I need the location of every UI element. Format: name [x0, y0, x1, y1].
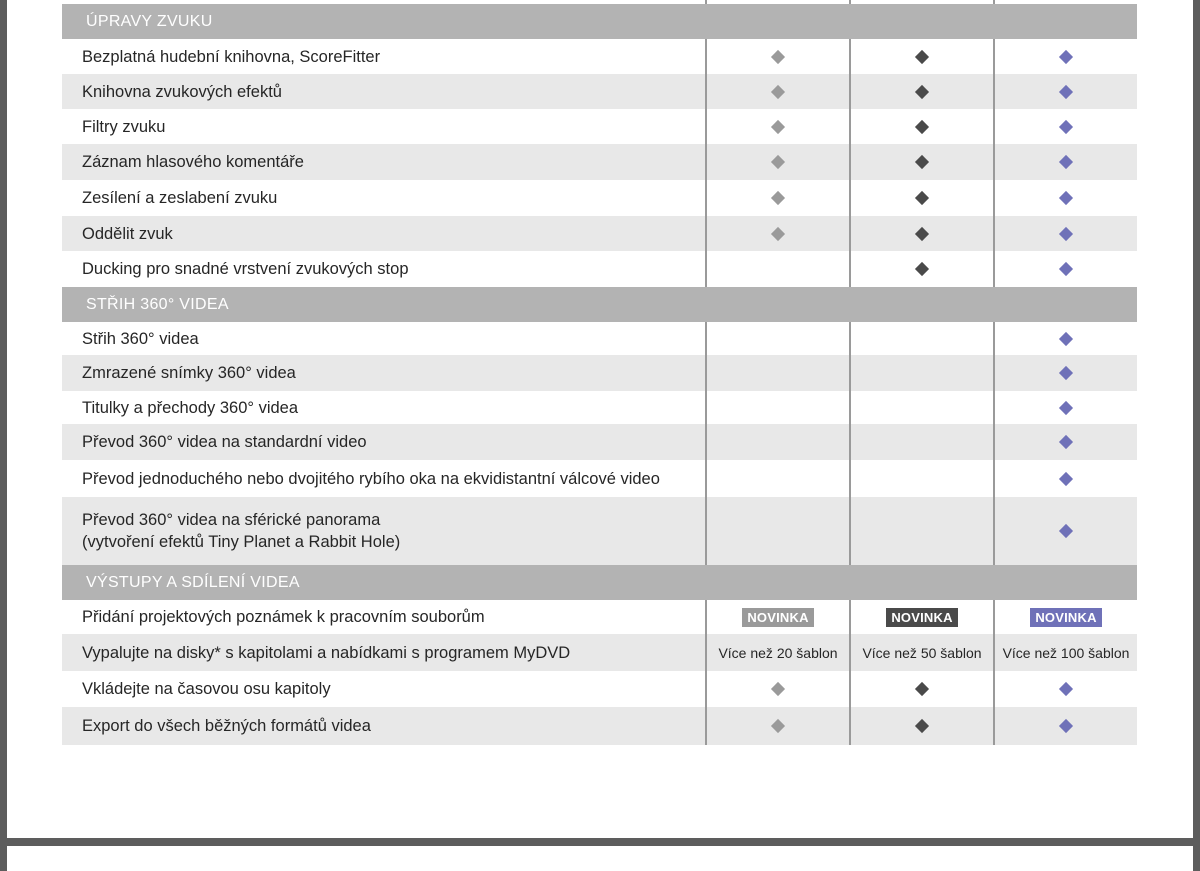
edition-cell: [850, 600, 994, 634]
page-border-right: [1193, 0, 1200, 838]
edition-cell: [706, 109, 850, 144]
edition-cell: [850, 634, 994, 671]
column-divider: [849, 39, 851, 287]
feature-label: Převod jednoduchého nebo dvojitého rybího oka na ekvidistantní válcové video: [82, 469, 660, 488]
section-title: VÝSTUPY A SDÍLENÍ VIDEA: [86, 573, 300, 591]
next-page: [7, 846, 1193, 871]
edition-cell: [706, 707, 850, 745]
diamond-check-icon: [771, 155, 785, 169]
edition-cell: [850, 322, 994, 355]
feature-label-line: (vytvoření efektů Tiny Planet a Rabbit Hole): [82, 533, 401, 551]
edition-cell: [994, 39, 1138, 74]
edition-cell: [850, 671, 994, 707]
feature-label: Ducking pro snadné vrstvení zvukových stop: [82, 260, 409, 278]
edition-cell: [706, 497, 850, 565]
column-divider: [993, 322, 995, 565]
diamond-check-icon: [771, 119, 785, 133]
diamond-check-icon: [771, 682, 785, 696]
feature-label: Zesílení a zeslabení zvuku: [82, 189, 278, 207]
edition-cell: [850, 251, 994, 287]
edition-cell: [994, 109, 1138, 144]
edition-cell: [994, 497, 1138, 565]
feature-label: Oddělit zvuk: [82, 224, 173, 243]
table-row: [62, 39, 1137, 74]
feature-label: Export do všech běžných formátů videa: [82, 717, 371, 735]
template-count: Více než 50 šablon: [862, 644, 982, 661]
table-row: [62, 144, 1137, 180]
diamond-check-icon: [915, 155, 929, 169]
table-row: [62, 460, 1137, 497]
edition-cell: [850, 180, 994, 216]
diamond-check-icon: [1059, 84, 1073, 98]
column-divider: [705, 39, 707, 287]
table-row: [62, 109, 1137, 144]
diamond-check-icon: [1059, 524, 1073, 538]
edition-cell: [706, 180, 850, 216]
new-badge: NOVINKA: [886, 608, 957, 627]
edition-cell: [994, 634, 1138, 671]
edition-cell: [850, 144, 994, 180]
edition-cell: [994, 424, 1138, 460]
template-count: Více než 20 šablon: [718, 644, 838, 661]
feature-label: Filtry zvuku: [82, 117, 166, 136]
edition-cell: [706, 322, 850, 355]
column-divider: [993, 0, 995, 4]
column-divider: [705, 600, 707, 745]
page-border-left: [0, 0, 7, 838]
diamond-check-icon: [1059, 331, 1073, 345]
diamond-check-icon: [1059, 682, 1073, 696]
table-row: [62, 355, 1137, 391]
edition-cell: [706, 144, 850, 180]
section-title: ÚPRAVY ZVUKU: [86, 12, 213, 30]
table-row: [62, 74, 1137, 109]
edition-cell: [994, 600, 1138, 634]
feature-comparison-table: [62, 0, 1137, 745]
column-divider: [849, 0, 851, 4]
edition-cell: [850, 424, 994, 460]
edition-cell: [994, 671, 1138, 707]
edition-cell: [850, 355, 994, 391]
edition-cell: [706, 355, 850, 391]
diamond-check-icon: [771, 84, 785, 98]
edition-cell: [706, 671, 850, 707]
edition-cell: [994, 74, 1138, 109]
diamond-check-icon: [1059, 49, 1073, 63]
diamond-check-icon: [1059, 366, 1073, 380]
section-header: [62, 565, 1137, 600]
edition-cell: [706, 251, 850, 287]
diamond-check-icon: [771, 191, 785, 205]
table-row: [62, 216, 1137, 251]
edition-cell: [994, 251, 1138, 287]
edition-cell: [994, 322, 1138, 355]
feature-label: Knihovna zvukových efektů: [82, 82, 282, 101]
table-row: [62, 671, 1137, 707]
diamond-check-icon: [1059, 191, 1073, 205]
table-row: [62, 251, 1137, 287]
diamond-check-icon: [915, 262, 929, 276]
edition-cell: [994, 391, 1138, 424]
diamond-check-icon: [1059, 471, 1073, 485]
edition-cell: [706, 600, 850, 634]
diamond-check-icon: [1059, 262, 1073, 276]
new-badge: NOVINKA: [742, 608, 813, 627]
feature-label: Střih 360° videa: [82, 329, 199, 348]
diamond-check-icon: [1059, 119, 1073, 133]
feature-label: Převod 360° videa na standardní video: [82, 433, 367, 451]
feature-label: [82, 497, 400, 565]
edition-cell: [994, 460, 1138, 497]
edition-cell: [706, 460, 850, 497]
diamond-check-icon: [915, 49, 929, 63]
feature-label: Zmrazené snímky 360° videa: [82, 364, 296, 382]
table-row: [62, 180, 1137, 216]
diamond-check-icon: [1059, 435, 1073, 449]
edition-cell: [850, 39, 994, 74]
diamond-check-icon: [1059, 155, 1073, 169]
edition-cell: [850, 74, 994, 109]
table-row: [62, 600, 1137, 634]
column-divider: [993, 39, 995, 287]
diamond-check-icon: [915, 84, 929, 98]
edition-cell: [850, 109, 994, 144]
edition-cell: [994, 707, 1138, 745]
table-row: [62, 634, 1137, 671]
edition-cell: [706, 634, 850, 671]
diamond-check-icon: [915, 191, 929, 205]
diamond-check-icon: [915, 226, 929, 240]
edition-cell: [850, 216, 994, 251]
section-header: [62, 4, 1137, 39]
edition-cell: [850, 497, 994, 565]
edition-cell: [994, 180, 1138, 216]
feature-label: Titulky a přechody 360° videa: [82, 398, 299, 417]
diamond-check-icon: [1059, 400, 1073, 414]
column-divider: [849, 322, 851, 565]
table-row: [62, 707, 1137, 745]
edition-cell: [850, 391, 994, 424]
diamond-check-icon: [771, 719, 785, 733]
edition-cell: [706, 216, 850, 251]
column-divider: [849, 600, 851, 745]
page-separator: [0, 838, 1200, 846]
edition-cell: [706, 39, 850, 74]
edition-cell: [850, 460, 994, 497]
edition-cell: [994, 355, 1138, 391]
diamond-check-icon: [1059, 719, 1073, 733]
feature-label: Vkládejte na časovou osu kapitoly: [82, 680, 331, 698]
table-row: [62, 391, 1137, 424]
diamond-check-icon: [771, 226, 785, 240]
diamond-check-icon: [915, 682, 929, 696]
template-count: Více než 100 šablon: [1002, 644, 1130, 661]
diamond-check-icon: [915, 719, 929, 733]
new-badge: NOVINKA: [1030, 608, 1101, 627]
edition-cell: [850, 707, 994, 745]
feature-label: Záznam hlasového komentáře: [82, 153, 304, 171]
feature-label-line: Převod 360° videa na sférické panorama: [82, 511, 381, 529]
section-title: STŘIH 360° VIDEA: [86, 295, 229, 313]
diamond-check-icon: [1059, 226, 1073, 240]
column-divider: [705, 0, 707, 4]
column-divider: [993, 600, 995, 745]
edition-cell: [994, 144, 1138, 180]
edition-cell: [706, 391, 850, 424]
feature-label: Vypalujte na disky* s kapitolami a nabídkami s programem MyDVD: [82, 643, 571, 662]
feature-label: Bezplatná hudební knihovna, ScoreFitter: [82, 47, 381, 66]
edition-cell: [706, 74, 850, 109]
next-page-border-right: [1193, 846, 1200, 871]
section-header: [62, 287, 1137, 322]
next-page-border-left: [0, 846, 7, 871]
table-row: [62, 322, 1137, 355]
feature-label: Přidání projektových poznámek k pracovním souborům: [82, 608, 485, 626]
table-row: [62, 497, 1137, 565]
edition-cell: [994, 216, 1138, 251]
column-divider: [705, 322, 707, 565]
edition-cell: [706, 424, 850, 460]
table-row: [62, 424, 1137, 460]
diamond-check-icon: [915, 119, 929, 133]
diamond-check-icon: [771, 49, 785, 63]
